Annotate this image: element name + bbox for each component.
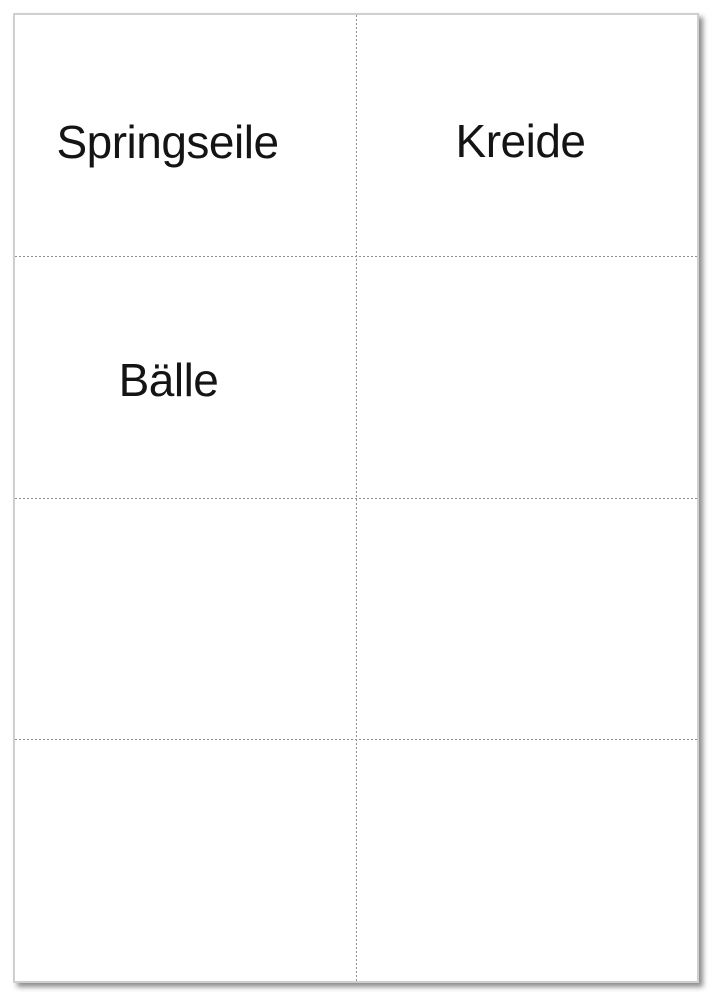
card-cell-empty [356, 740, 697, 982]
card-label: Kreide [455, 114, 586, 167]
card-label: Springseile [56, 115, 279, 168]
card-cell-empty [15, 498, 356, 740]
card-grid [15, 15, 697, 981]
card-cell-empty [356, 257, 697, 499]
card-cell-empty [356, 498, 697, 740]
card-cell-empty [15, 740, 356, 982]
card-label: Bälle [118, 354, 219, 407]
card-cell-kreide [356, 15, 697, 257]
card-cell-springseile [15, 15, 356, 257]
card-cell-baelle [15, 257, 356, 499]
paper-sheet [13, 13, 699, 983]
